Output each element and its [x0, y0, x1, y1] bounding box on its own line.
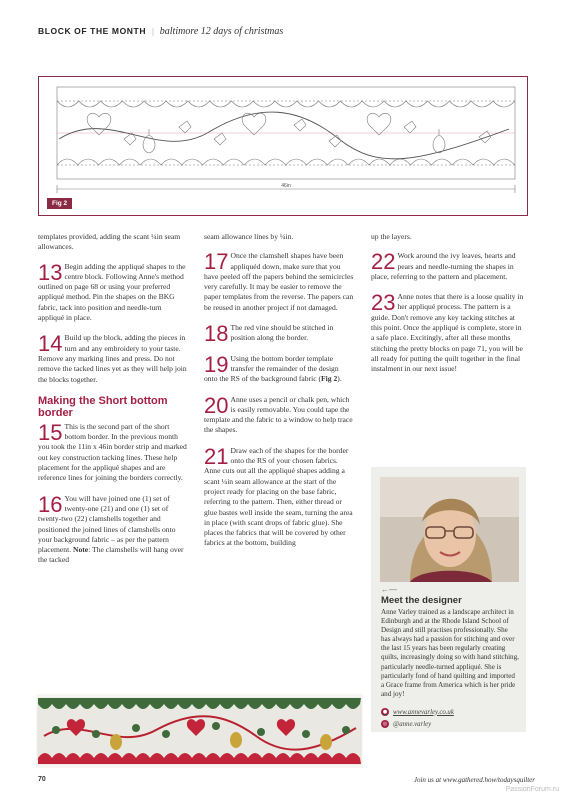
border-pattern-drawing — [39, 77, 529, 217]
intro-text: templates provided, adding the scant ¼in seam allowances. — [38, 232, 181, 252]
page-number: 70 — [38, 776, 46, 783]
step-number: 22 — [371, 249, 396, 275]
text-column-2 — [204, 232, 354, 559]
step-16 — [38, 491, 188, 566]
step-13 — [38, 259, 188, 324]
article-subtitle: baltimore 12 days of christmas — [159, 25, 284, 37]
instagram-link[interactable] — [381, 720, 431, 728]
dimension-label: 46in — [281, 183, 291, 189]
text-column-3 — [371, 232, 526, 385]
step-text: Anne notes that there is a loose quality in her appliqué process. The pattern is a guide. Don't remove any key tacking stitches at this point. Once the appliqué is complete, store in a safe place. Excitingly, after all these months stitching the pretty blocks on page 71, you will be all ready for putting the quilt together in the final instalment in our next issue! — [371, 292, 524, 374]
quilt-border-image — [36, 694, 363, 768]
instagram-icon: ◎ — [382, 721, 388, 727]
step-text: Draw each of the shapes for the border onto the RS of your chosen fabrics. Anne cuts out all the appliqué shapes adding a scant ¼in seam allowance at the start of the project ready for placing on the base fabric, referring to the pattern. Then, either thread or glue bastes well inside the seam, turning the area in place (with scant drops of fabric glue). She places the fabrics that will be covered by other fabrics at the bottom, building — [204, 445, 353, 548]
step-text: Once the clamshell shapes have been appliquéd down, make sure that you have peeled off the papers behind the semicircles very carefully. It may be easier to remove the paper templates from the reverse. The papers can be reused in another project if not damaged. — [204, 251, 354, 312]
step-number: 16 — [38, 491, 63, 517]
step-23 — [371, 292, 526, 374]
step-17 — [204, 251, 354, 313]
page-header — [38, 24, 535, 38]
figure-2-pattern — [38, 76, 528, 216]
step-text: Using the bottom border template transfer the remainder of the design onto the RS of the background fabric ( — [204, 353, 339, 384]
step-22 — [371, 251, 526, 282]
step-text: Anne uses a pencil or chalk pen, which is easily removable. You could tape the template and the fabric to a window to help trace the shapes. — [204, 394, 353, 435]
designer-box — [371, 467, 526, 732]
designer-title: Meet the designer — [381, 595, 462, 606]
step-20 — [204, 392, 354, 436]
website-text: www.annevarley.co.uk — [393, 708, 454, 716]
arrow-icon: ←— — [381, 585, 397, 594]
text-column-1 — [38, 232, 188, 576]
step-number: 21 — [204, 443, 229, 469]
fig-reference: Fig 2 — [321, 374, 338, 384]
step-text: You will have joined one (1) set of twenty-one (21) and one (1) set of twenty-two (22) clamshells together and positioned the joined lines of clamshells onto your background fabric – as per the pattern placement. — [38, 493, 176, 555]
note-label: Note — [73, 545, 89, 555]
step-15 — [38, 419, 188, 484]
step-text: Begin adding the appliqué shapes to the centre block. Following Anne's method outlined on page 68 or using your preferred appliqué method. Pin the shapes on the BKG fabric, tack into position and needle-turn appliqué in place. — [38, 261, 186, 323]
quilt-border-photo — [36, 694, 363, 768]
intro-text: up the layers. — [371, 232, 412, 241]
step-number: 17 — [204, 249, 229, 275]
step-text: This is the second part of the short bottom border. In the previous month you took the 11in x 46in border strip and marked out key construction tacking lines. These help placement for the appliqué shapes and are reference lines for joining the borders correctly. — [38, 421, 187, 483]
header-separator: | — [152, 26, 154, 36]
designer-photo — [380, 477, 519, 582]
step-number: 15 — [38, 419, 63, 445]
step-number: 18 — [204, 321, 229, 347]
figure-label: Fig 2 — [47, 198, 72, 209]
instagram-text: @anne.varley — [393, 720, 432, 728]
step-number: 20 — [204, 392, 229, 418]
step-text: Work around the ivy leaves, hearts and pears and needle-turning the shapes in place, referring to the pattern and placement. — [371, 251, 516, 281]
designer-bio: Anne Varley trained as a landscape architect in Edinburgh and at the Rhode Island School of Design and still practises professionally. She has always had a passion for stitching and over the last 15 years has been regularly creating quilts, increasingly doing so with hand stitching, particularly needle-turned appliqué. She is particularly fond of hand quilting and imported a Grace frame from America which is her pride and joy! — [381, 608, 519, 698]
globe-icon: ● — [382, 709, 388, 715]
page-footer — [38, 776, 535, 784]
step-number: 23 — [371, 290, 396, 316]
step-number: 14 — [38, 331, 63, 357]
website-link[interactable] — [381, 708, 454, 716]
intro-text: seam allowance lines by ¼in. — [204, 232, 294, 241]
step-text: Build up the block, adding the pieces in turn and any embroidery to your taste. Remove any marking lines and press. Do not remove the tacked lines yet as they will help join the blocks together. — [38, 333, 187, 384]
watermark-text: PassionForum.ru — [505, 786, 559, 793]
step-number: 13 — [38, 259, 63, 285]
step-14 — [38, 333, 188, 384]
section-heading: Making the Short bottom border — [38, 394, 168, 420]
step-text-cont: : The clamshells will hang over the tacked — [38, 545, 184, 565]
step-text: The red vine should be stitched in position along the border. — [230, 323, 334, 343]
footer-web-link[interactable]: Join us at www.gathered.how/todaysquilter — [413, 776, 535, 784]
step-18 — [204, 321, 354, 347]
designer-portrait-image — [380, 477, 519, 582]
section-label: BLOCK OF THE MONTH — [38, 26, 147, 36]
step-text-cont: ). — [337, 374, 342, 384]
step-21 — [204, 443, 354, 549]
step-number: 19 — [204, 351, 229, 377]
step-19 — [204, 351, 354, 385]
